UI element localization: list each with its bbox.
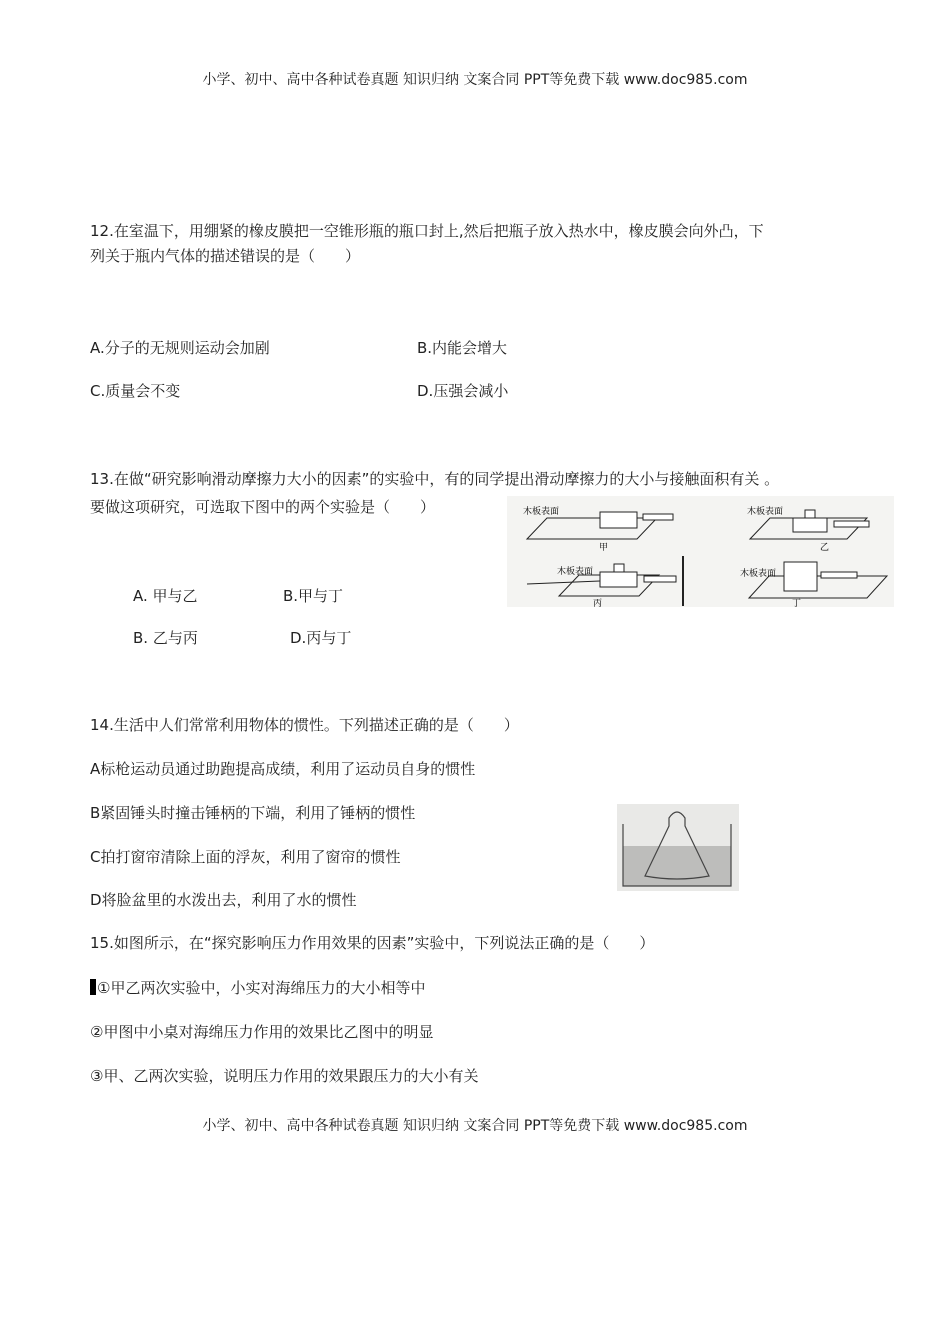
flask-in-water-figure: [617, 804, 739, 891]
q15-item-1: [90, 978, 425, 998]
panel-label-yi: 乙: [820, 543, 830, 553]
panel-label-bing: 丙: [593, 599, 603, 607]
text-cursor-marker: [90, 979, 96, 995]
q15-stem: 15.如图所示，在“探究影响压力作用效果的因素”实验中，下列说法正确的是（ ）: [90, 934, 655, 952]
surface-label-yi: 木板表面: [747, 507, 784, 517]
q14-option-b: B紧固锤头时撞击锤柄的下端，利用了锤柄的惯性: [90, 804, 416, 822]
q12-option-a: A.分子的无规则运动会加剧: [90, 339, 270, 357]
surface-label-bing: 木板表面: [557, 567, 594, 577]
q12-option-c: C.质量会不变: [90, 382, 181, 400]
surface-label-ding: 木板表面: [740, 569, 777, 579]
q13-stem-line2: 要做这项研究，可选取下图中的两个实验是（ ）: [90, 498, 436, 516]
friction-experiment-figure: [507, 496, 894, 607]
q13-option-b: B.甲与丁: [283, 587, 344, 605]
q12-stem-line2: 列关于瓶内气体的描述错误的是（ ）: [90, 247, 361, 265]
q14-option-a: A标枪运动员通过助跑提高成绩，利用了运动员自身的惯性: [90, 760, 476, 778]
q13-option-c: B. 乙与丙: [133, 629, 198, 647]
q12-stem-line1: 12.在室温下，用绷紧的橡皮膜把一空锥形瓶的瓶口封上,然后把瓶子放入热水中，橡皮膜会向外凸，下: [90, 222, 764, 240]
q14-option-d: D将脸盆里的水泼出去，利用了水的惯性: [90, 891, 357, 909]
surface-label-jia: 木板表面: [523, 507, 560, 517]
q12-option-d: D.压强会减小: [417, 382, 509, 400]
q14-option-c: C拍打窗帘清除上面的浮灰，利用了窗帘的惯性: [90, 848, 401, 866]
page-footer: 小学、初中、高中各种试卷真题 知识归纳 文案合同 PPT等免费下载 www.doc985.com: [202, 1118, 748, 1134]
panel-label-jia: 甲: [599, 543, 609, 553]
panel-label-ding: 丁: [792, 599, 802, 607]
q15-item-2: ②甲图中小桌对海绵压力作用的效果比乙图中的明显: [90, 1023, 434, 1041]
q13-option-d: D.丙与丁: [290, 629, 352, 647]
q13-stem-line1: 13.在做“研究影响滑动摩擦力大小的因素”的实验中，有的同学提出滑动摩擦力的大小与接触面积有关 。: [90, 470, 780, 488]
q15-item-3: ③甲、乙两次实验，说明压力作用的效果跟压力的大小有关: [90, 1067, 479, 1085]
q15-item-1-text: ①甲乙两次实验中，小实对海绵压力的大小相等中: [97, 979, 426, 997]
q13-option-a: A. 甲与乙: [133, 587, 198, 605]
q12-option-b: B.内能会增大: [417, 339, 508, 357]
page-header: 小学、初中、高中各种试卷真题 知识归纳 文案合同 PPT等免费下载 www.doc985.com: [202, 72, 748, 88]
q14-stem: 14.生活中人们常常利用物体的惯性。下列描述正确的是（ ）: [90, 716, 519, 734]
